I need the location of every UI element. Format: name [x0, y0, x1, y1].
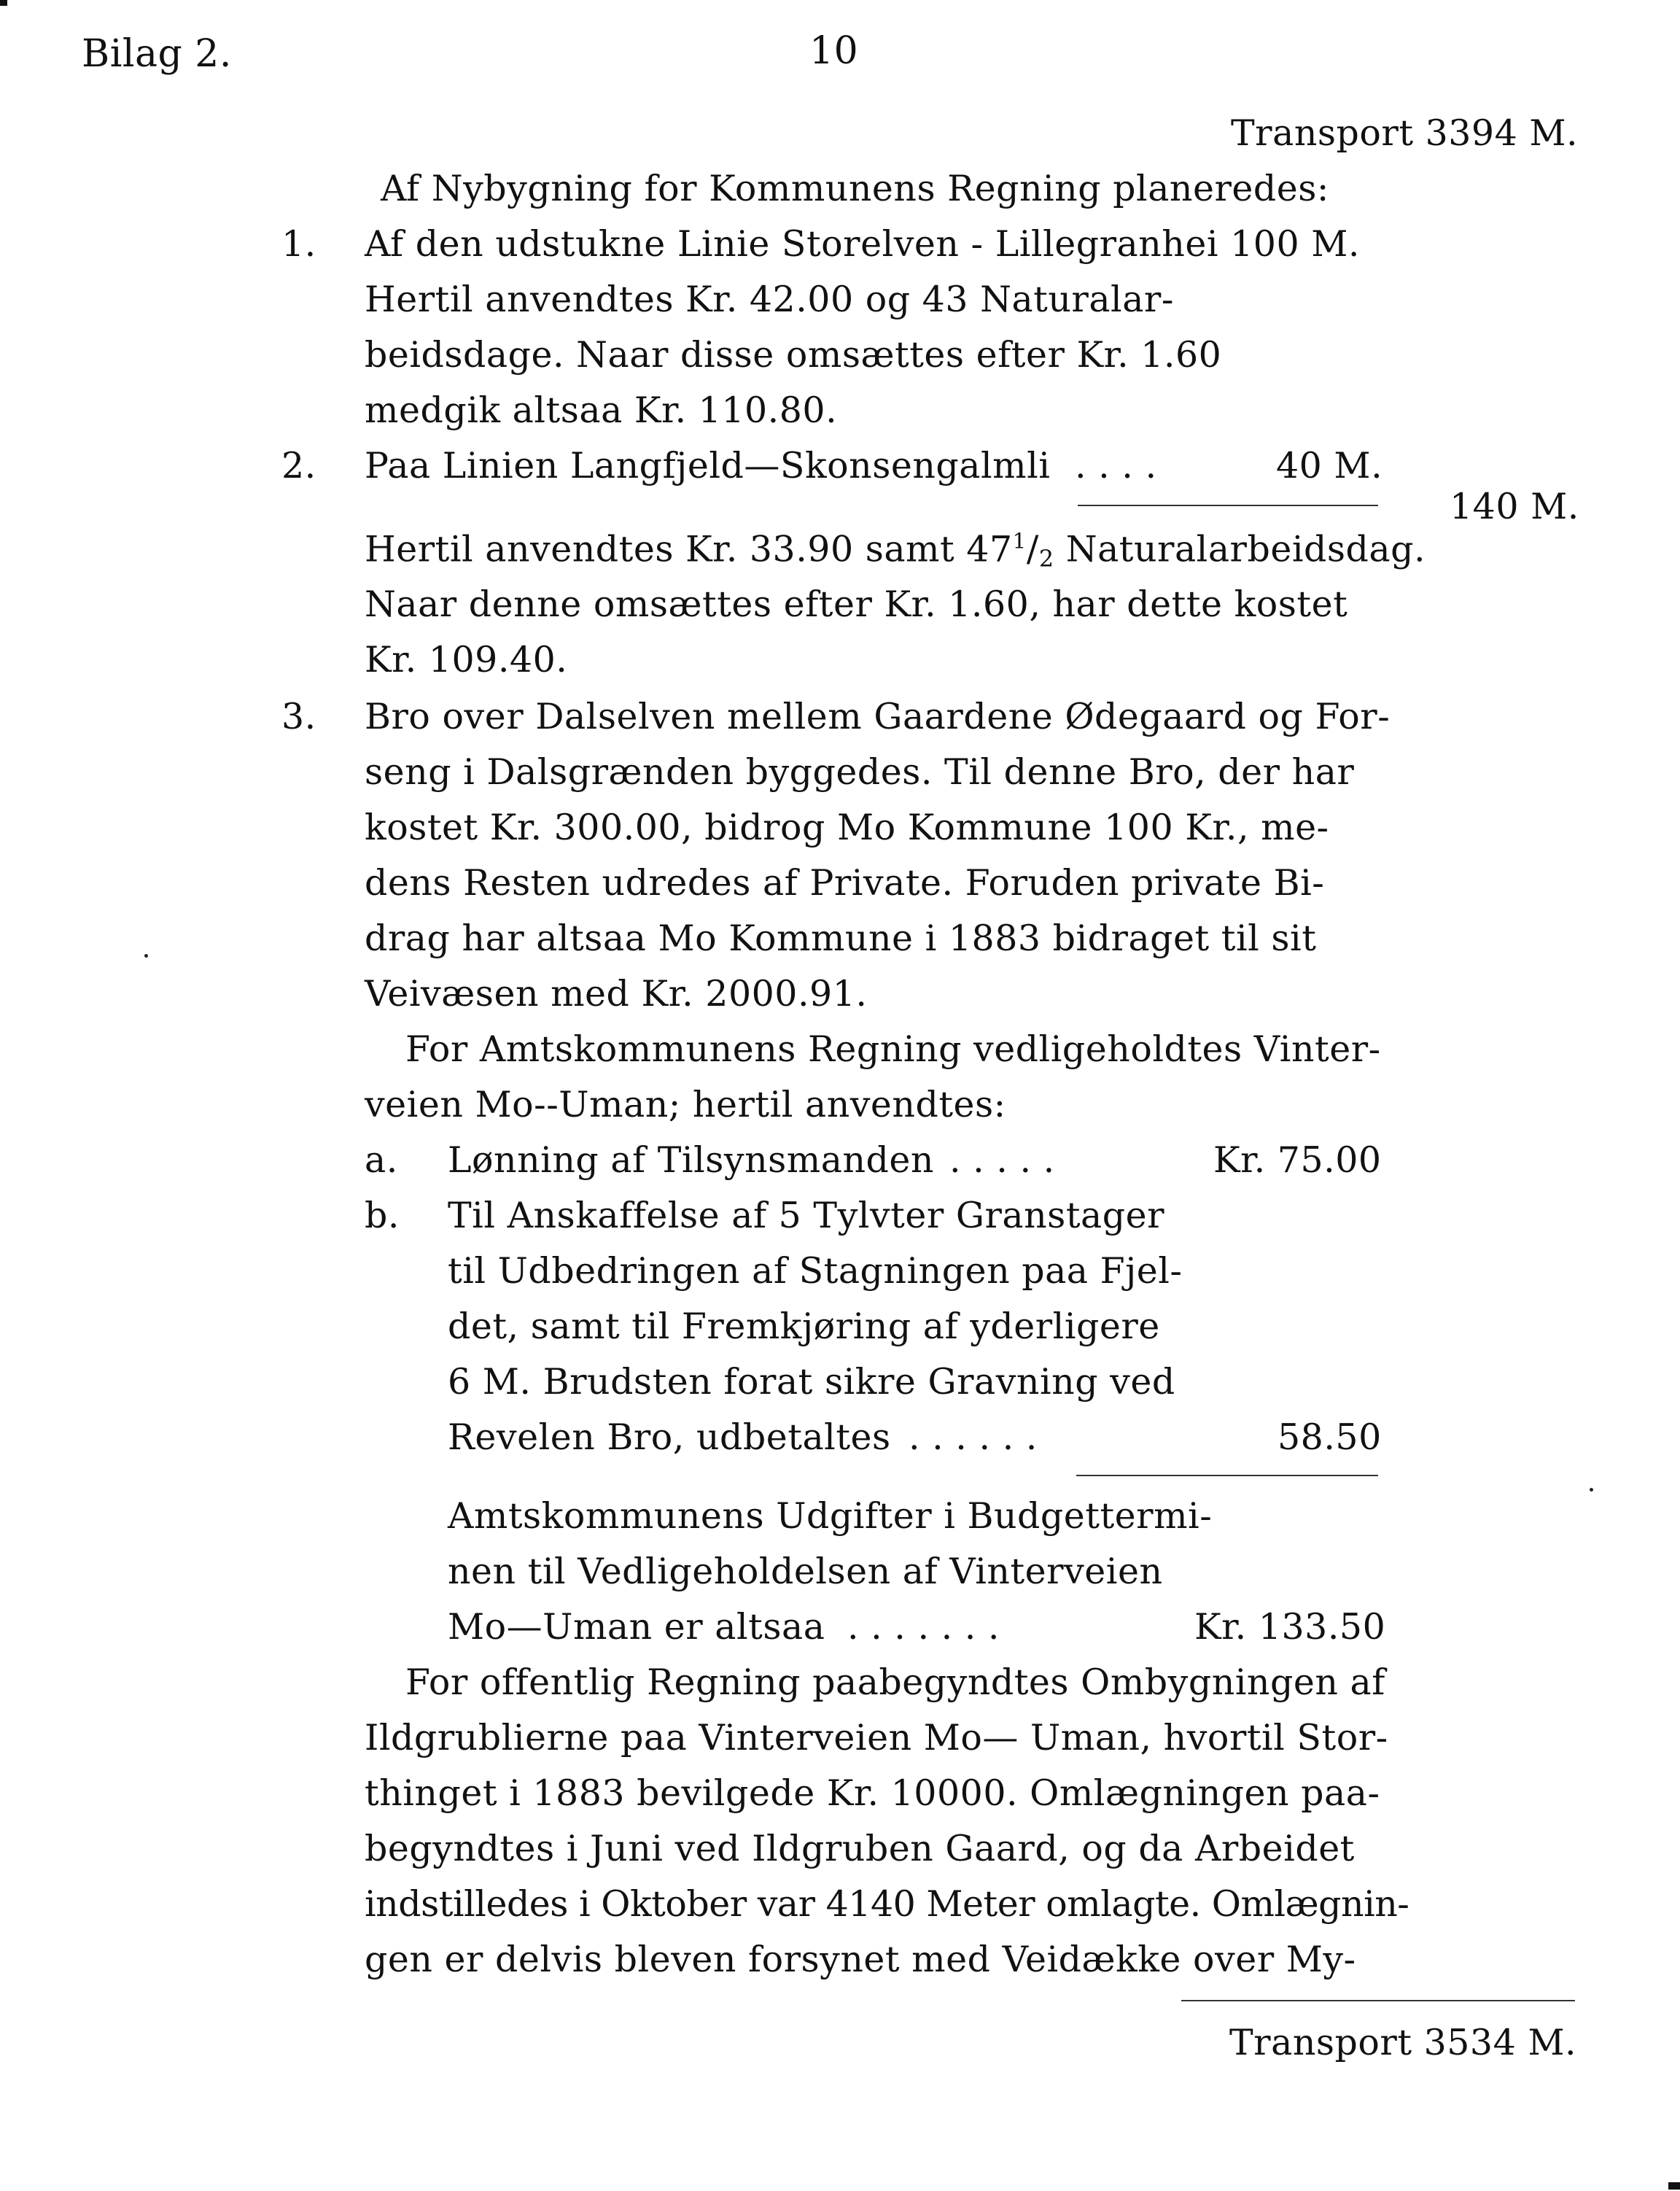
leader-dots: . . . . — [1075, 445, 1157, 486]
closing-line: indstilledes i Oktober var 4140 Meter omlagte. Omlægnin- — [365, 1883, 1409, 1925]
amt-summary-line: nen til Vedligeholdelsen af Vinterveien — [448, 1551, 1163, 1592]
sub-label: a. — [365, 1139, 398, 1181]
sub-b-line: Til Anskaffelse af 5 Tylvter Granstager — [448, 1195, 1165, 1236]
item2-text-b: Naturalarbeidsdag. — [1065, 528, 1426, 570]
amt-line: For Amtskommunens Regning vedligeholdtes Vinter- — [405, 1028, 1381, 1070]
running-head-bilag: Bilag 2. — [82, 32, 232, 76]
sub-b-line: Revelen Bro, udbetaltes — [448, 1416, 891, 1458]
item1-line: medgik altsaa Kr. 110.80. — [365, 389, 838, 431]
closing-line: gen er delvis bleven forsynet med Veidække over My- — [365, 1939, 1356, 1980]
item-number: 1. — [281, 223, 316, 265]
item1-line: Hertil anvendtes Kr. 42.00 og 43 Naturalar- — [365, 279, 1174, 320]
intro-line: Af Nybygning for Kommunens Regning planeredes: — [381, 168, 1329, 209]
leader-dots: . . . . . . . — [847, 1606, 1000, 1648]
amt-summary-amount: Kr. 133.50 — [1194, 1606, 1386, 1648]
leader-dots: . . . . . . — [909, 1416, 1038, 1458]
item3-line: seng i Dalsgrænden byggedes. Til denne Bro, der har — [365, 751, 1355, 793]
page-number: 10 — [809, 29, 859, 73]
scan-edge-mark-bottom — [1668, 2182, 1680, 2190]
item2-line: Kr. 109.40. — [365, 639, 568, 680]
speck — [144, 954, 148, 958]
transport-rule — [1181, 2000, 1575, 2001]
sub-b-line: til Udbedringen af Stagningen paa Fjel- — [448, 1250, 1183, 1292]
sub-b-amount: 58.50 — [1278, 1416, 1382, 1458]
item2-text-a: Hertil anvendtes Kr. 33.90 samt 47 — [365, 528, 1013, 570]
fraction-half: $^1/_2$ — [1012, 528, 1054, 573]
item1-line: Af den udstukne Linie Storelven - Lillegranhei 100 M. — [365, 223, 1360, 265]
sub-b-line: det, samt til Fremkjøring af yderligere — [448, 1306, 1160, 1347]
item3-line: Bro over Dalselven mellem Gaardene Ødegaard og For- — [365, 696, 1391, 737]
subtotal: 140 M. — [1450, 486, 1579, 527]
item2-line: Naar denne omsættes efter Kr. 1.60, har dette kostet — [365, 583, 1348, 625]
item-number: 2. — [281, 445, 316, 486]
item3-line: dens Resten udredes af Private. Foruden private Bi- — [365, 862, 1325, 904]
closing-line: Ildgrublierne paa Vinterveien Mo— Uman, hvortil Stor- — [365, 1717, 1388, 1758]
item2-label: Paa Linien Langfjeld—Skonsengalmli — [365, 445, 1051, 486]
closing-line: thinget i 1883 bevilgede Kr. 10000. Omlægningen paa- — [365, 1772, 1380, 1814]
sub-a-text: Lønning af Tilsynsmanden — [448, 1139, 934, 1181]
item2-amount: 40 M. — [1276, 445, 1383, 486]
sum-rule — [1078, 505, 1378, 506]
transport-top: Transport 3394 M. — [1231, 112, 1579, 154]
closing-line: For offentlig Regning paabegyndtes Ombygningen af — [405, 1661, 1385, 1703]
amt-summary-line: Mo—Uman er altsaa — [448, 1606, 825, 1648]
item3-line: Veivæsen med Kr. 2000.91. — [365, 973, 868, 1015]
amt-summary-line: Amtskommunens Udgifter i Budgettermi- — [448, 1495, 1213, 1537]
transport-bottom: Transport 3534 M. — [1229, 2022, 1577, 2063]
speck — [1590, 1488, 1593, 1492]
item2-line — [365, 528, 1426, 573]
amt-line: veien Mo--Uman; hertil anvendtes: — [365, 1084, 1006, 1125]
item1-line: beidsdage. Naar disse omsættes efter Kr. 1.60 — [365, 334, 1222, 376]
sub-a-amount: Kr. 75.00 — [1213, 1139, 1382, 1181]
leader-dots: . . . . . — [949, 1139, 1055, 1181]
sub-b-line: 6 M. Brudsten forat sikre Gravning ved — [448, 1361, 1175, 1403]
sub-label: b. — [365, 1195, 400, 1236]
item3-line: kostet Kr. 300.00, bidrog Mo Kommune 100 Kr., me- — [365, 807, 1329, 848]
sum-rule — [1076, 1475, 1378, 1476]
scan-edge-mark-top — [0, 0, 7, 6]
item3-line: drag har altsaa Mo Kommune i 1883 bidraget til sit — [365, 918, 1317, 959]
closing-line: begyndtes i Juni ved Ildgruben Gaard, og da Arbeidet — [365, 1828, 1355, 1869]
item-number: 3. — [281, 696, 316, 737]
